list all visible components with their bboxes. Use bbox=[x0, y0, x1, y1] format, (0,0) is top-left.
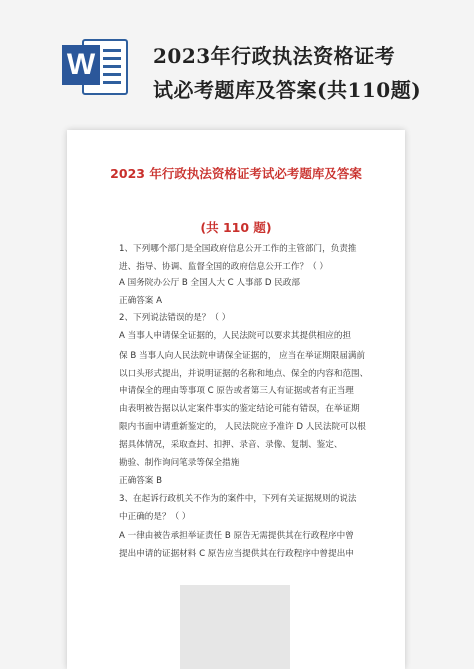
body-line: 保 B 当事人向人民法院申请保全证据的， 应当在举证期限届满前 bbox=[119, 351, 366, 361]
body-line: 进、指导、协调、监督全国的政府信息公开工作？（ ） bbox=[119, 262, 328, 272]
body-line: A 一律由被告承担举证责任 B 原告无需提供其在行政程序中曾 bbox=[119, 531, 354, 541]
body-line: 3、在起诉行政机关不作为的案件中，下列有关证据规则的说法 bbox=[119, 494, 357, 504]
body-line: 勘验、制作询问笔录等保全措施 bbox=[119, 458, 240, 468]
body-line: A 国务院办公厅 B 全国人大 C 人事部 D 民政部 bbox=[119, 278, 301, 288]
body-line: 1、下列哪个部门是全国政府信息公开工作的主管部门，负责推 bbox=[119, 244, 357, 254]
body-line: 正确答案 B bbox=[119, 476, 163, 486]
page-title-line-1: 2023年行政执法资格证考 bbox=[153, 44, 396, 68]
body-line: 2、下列说法错误的是？（ ） bbox=[119, 313, 231, 323]
body-line: 申请保全的理由等事项 C 原告或者第三人有证据或者有正当理 bbox=[119, 386, 354, 396]
body-line: 限内书面申请重新鉴定的， 人民法院应予准许 D 人民法院可以根 bbox=[119, 422, 366, 432]
body-line: 正确答案 A bbox=[119, 296, 162, 306]
document-title-line-2: (共 110 题) bbox=[200, 220, 272, 235]
document-title-line-1: 2023 年行政执法资格证考试必考题库及答案 bbox=[110, 166, 362, 181]
body-line: 据具体情况，采取查封、扣押、录音、录像、复制、鉴定、 bbox=[119, 440, 343, 450]
body-line: 由表明被告据以认定案件事实的鉴定结论可能有错误，在举证期 bbox=[119, 404, 360, 414]
page-title-line-2: 试必考题库及答案(共110题) bbox=[153, 78, 422, 102]
word-badge: W bbox=[62, 45, 100, 85]
body-line: A 当事人申请保全证据的，人民法院可以要求其提供相应的担 bbox=[119, 331, 352, 341]
header bbox=[0, 0, 474, 115]
body-line: 提出申请的证据材料 C 原告应当提供其在行政程序中曾提出申 bbox=[119, 549, 354, 559]
body-line: 中正确的是？（ ） bbox=[119, 512, 191, 522]
page-fold bbox=[180, 585, 290, 669]
word-icon bbox=[62, 35, 132, 99]
body-line: 以口头形式提出，并说明证据的名称和地点、保全的内容和范围、 bbox=[119, 369, 369, 379]
